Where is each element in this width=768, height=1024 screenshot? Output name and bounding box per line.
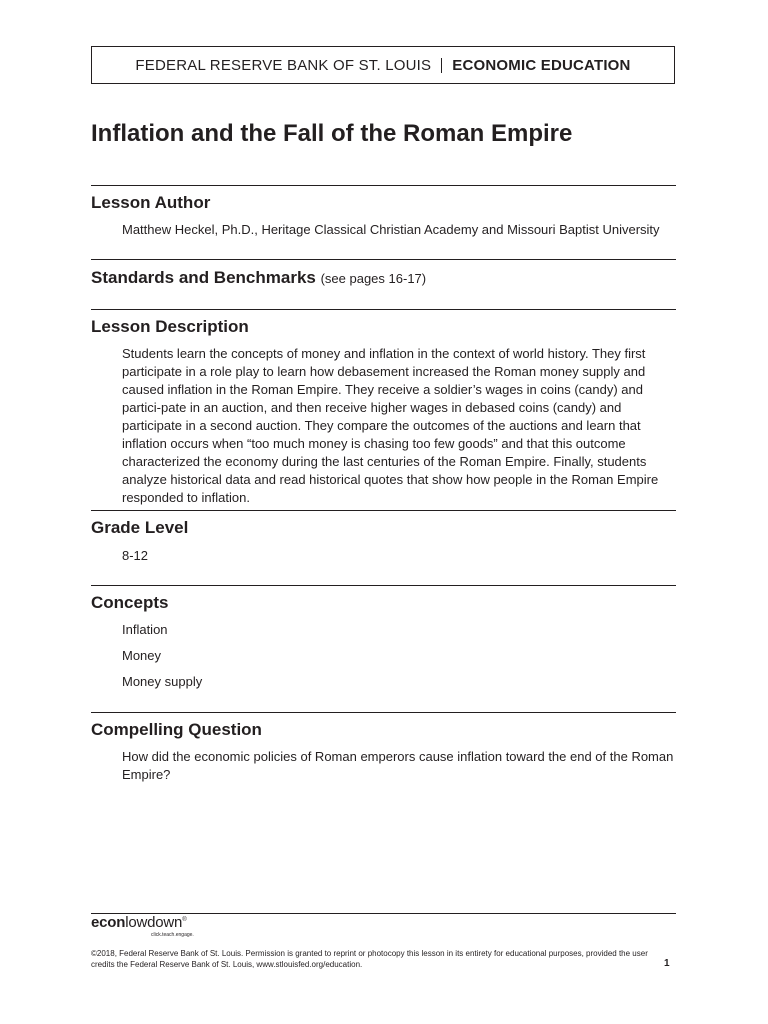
section-divider (91, 259, 676, 260)
econlowdown-logo (91, 914, 186, 931)
compelling-question-text: How did the economic policies of Roman emperors cause inflation toward the end of the Roman Empire? (122, 749, 674, 782)
logo-bold: econ (91, 914, 126, 931)
lesson-author-heading: Lesson Author (91, 193, 211, 212)
section-divider (91, 585, 676, 586)
concept-item: Inflation (122, 622, 168, 637)
copyright-notice: ©2018, Federal Reserve Bank of St. Louis. Permission is granted to reprint or photocopy this lesson in its entirety for educational purposes, provided the user credits the Federal Reserve Bank of St. Louis, www.stlouisfed.org/education. (91, 949, 648, 969)
standards-heading-label: Standards and Benchmarks (91, 268, 316, 287)
section-divider (91, 309, 676, 310)
lesson-description-text: Students learn the concepts of money and inflation in the context of world history. They first participate in a role play to learn how debasement increased the Roman money supply and caused inflation in the Roman Empire. They receive a soldier’s wages in coins (candy) and partici-pate in an auction, and then receive higher wages in debased coins (candy) and participate in a second auction. They compare the outcomes of the auctions and learn that inflation occurs when “too much money is chasing too few goods” and that this outcome characterized the economy during the last centuries of the Roman Empire. Finally, students analyze historical data and read historical quotes that show how people in the Roman Empire responded to inflation. (122, 346, 659, 505)
lesson-description-heading: Lesson Description (91, 317, 249, 336)
logo-tagline: click.teach.engage. (151, 932, 194, 938)
page-title: Inflation and the Fall of the Roman Empire (91, 120, 573, 147)
concept-item: Money supply (122, 674, 203, 689)
concept-item: Money (122, 648, 162, 663)
concepts-heading: Concepts (91, 593, 169, 612)
masthead (91, 46, 675, 84)
masthead-org: FEDERAL RESERVE BANK OF ST. LOUIS (135, 56, 432, 74)
compelling-question-heading: Compelling Question (91, 720, 262, 739)
section-divider (91, 185, 676, 186)
lesson-author-text: Matthew Heckel, Ph.D., Heritage Classical Christian Academy and Missouri Baptist University (122, 222, 660, 237)
logo-light: lowdown (125, 914, 183, 931)
section-divider (91, 510, 676, 511)
standards-page-ref: (see pages 16-17) (320, 271, 427, 286)
masthead-divider (441, 58, 442, 73)
grade-level-text: 8-12 (122, 548, 149, 563)
page-number: 1 (664, 958, 670, 969)
standards-heading (91, 268, 426, 288)
section-divider (91, 712, 676, 713)
grade-level-heading: Grade Level (91, 518, 189, 537)
logo-mark: ® (182, 917, 187, 923)
masthead-dept: ECONOMIC EDUCATION (452, 56, 631, 74)
